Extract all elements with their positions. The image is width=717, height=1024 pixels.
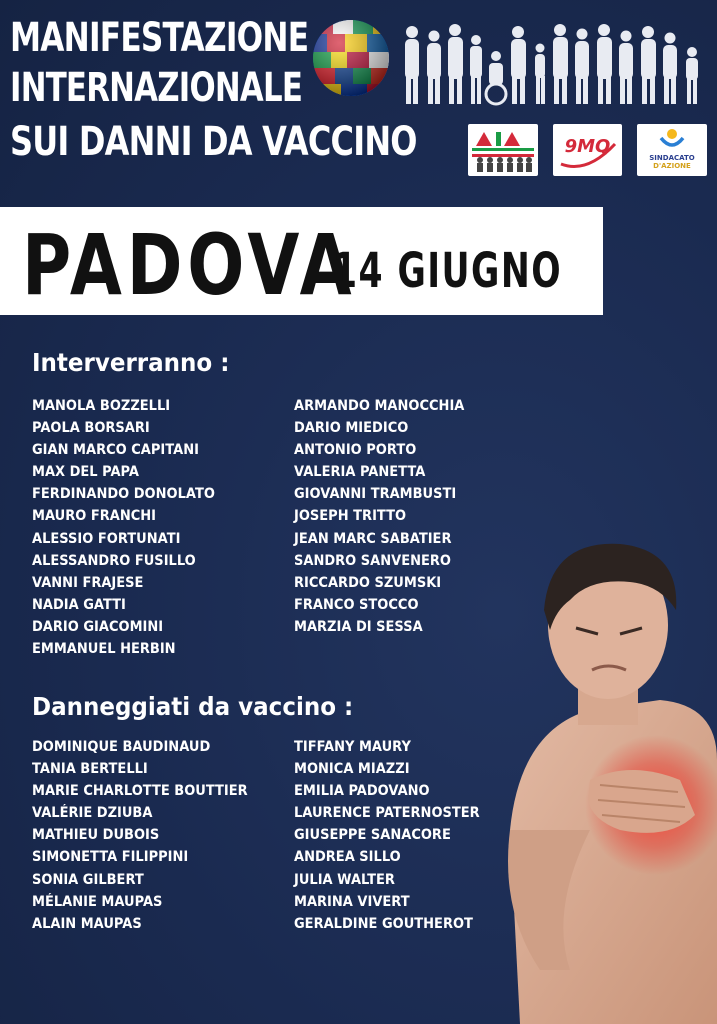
name-list-item: RICCARDO SZUMSKI bbox=[294, 574, 442, 591]
name-list-item: EMMANUEL HERBIN bbox=[32, 641, 176, 658]
logo-3-text-line-2: D'AZIONE bbox=[653, 162, 691, 170]
event-city: PADOVA bbox=[22, 216, 357, 314]
name-list-item: MARINA VIVERT bbox=[294, 893, 410, 910]
name-list-item: ANTONIO PORTO bbox=[294, 442, 417, 459]
name-list-item: FRANCO STOCCO bbox=[294, 596, 419, 613]
world-flags-globe-icon bbox=[311, 18, 391, 98]
name-list-item: MAURO FRANCHI bbox=[32, 508, 157, 525]
speakers-list-left bbox=[32, 395, 229, 660]
name-list-item: TIFFANY MAURY bbox=[294, 739, 411, 755]
name-list-item: FERDINANDO DONOLATO bbox=[32, 486, 215, 503]
name-list-item: TANIA BERTELLI bbox=[32, 761, 148, 778]
name-list-item: MANOLA BOZZELLI bbox=[32, 398, 171, 414]
title-line-1: MANIFESTAZIONE bbox=[10, 15, 309, 61]
event-date: 14 GIUGNO bbox=[333, 243, 563, 299]
name-list-item: VALERIA PANETTA bbox=[294, 464, 426, 481]
name-list-item: ALAIN MAUPAS bbox=[32, 915, 142, 932]
speakers-heading: Interverranno : bbox=[32, 348, 230, 377]
man-chest-pain-illustration bbox=[480, 530, 717, 1024]
association-logo-2 bbox=[553, 124, 622, 176]
name-list-item: EMILIA PADOVANO bbox=[294, 783, 430, 800]
name-list-item: ALESSANDRO FUSILLO bbox=[32, 552, 196, 569]
speakers-list-right bbox=[294, 395, 477, 638]
name-list-item: DARIO GIACOMINI bbox=[32, 618, 164, 635]
name-list-item: MÉLANIE MAUPAS bbox=[32, 893, 163, 910]
name-list-item: DARIO MIEDICO bbox=[294, 420, 409, 437]
title-line-3: SUI DANNI DA VACCINO bbox=[10, 119, 417, 165]
association-logo-1 bbox=[468, 124, 538, 176]
sun-smile-logo-icon bbox=[637, 124, 707, 154]
name-list-item: ALESSIO FORTUNATI bbox=[32, 530, 181, 547]
logo-3-text bbox=[637, 154, 707, 170]
name-list-item: SONIA GILBERT bbox=[32, 871, 144, 888]
injured-list-left bbox=[32, 736, 264, 935]
name-list-item: NADIA GATTI bbox=[32, 596, 126, 613]
name-list-item: VANNI FRAJESE bbox=[32, 574, 144, 591]
name-list-item: JEAN MARC SABATIER bbox=[294, 530, 452, 547]
title-line-2: INTERNAZIONALE bbox=[10, 65, 303, 111]
name-list-item: DOMINIQUE BAUDINAUD bbox=[32, 739, 211, 755]
name-list-item: GIAN MARCO CAPITANI bbox=[32, 442, 199, 459]
logo-2-text: 9MQ bbox=[564, 136, 611, 157]
name-list-item: GIOVANNI TRAMBUSTI bbox=[294, 486, 457, 503]
event-banner bbox=[0, 207, 603, 315]
name-list-item: MATHIEU DUBOIS bbox=[32, 827, 160, 844]
name-list-item: LAURENCE PATERNOSTER bbox=[294, 805, 480, 822]
name-list-item: MARZIA DI SESSA bbox=[294, 618, 423, 635]
name-list-item: ARMANDO MANOCCHIA bbox=[294, 398, 465, 414]
name-list-item: MARIE CHARLOTTE BOUTTIER bbox=[32, 783, 248, 800]
name-list-item: VALÉRIE DZIUBA bbox=[32, 805, 153, 822]
name-list-item: JOSEPH TRITTO bbox=[294, 508, 407, 525]
name-list-item: MAX DEL PAPA bbox=[32, 464, 139, 481]
italy-people-logo-icon bbox=[468, 124, 538, 176]
injured-heading: Danneggiati da vaccino : bbox=[32, 692, 354, 721]
name-list-item: GERALDINE GOUTHEROT bbox=[294, 915, 473, 932]
injured-list-right bbox=[294, 736, 494, 935]
name-list-item: GIUSEPPE SANACORE bbox=[294, 827, 451, 844]
name-list-item: JULIA WALTER bbox=[294, 871, 395, 888]
crowd-silhouette-icon bbox=[400, 18, 706, 108]
name-list-item: MONICA MIAZZI bbox=[294, 761, 410, 778]
name-list-item: SIMONETTA FILIPPINI bbox=[32, 849, 189, 866]
sindacato-logo bbox=[637, 124, 707, 176]
name-list-item: SANDRO SANVENERO bbox=[294, 552, 451, 569]
name-list-item: PAOLA BORSARI bbox=[32, 420, 150, 437]
name-list-item: ANDREA SILLO bbox=[294, 849, 401, 866]
logo-3-text-line-1: SINDACATO bbox=[649, 154, 695, 162]
